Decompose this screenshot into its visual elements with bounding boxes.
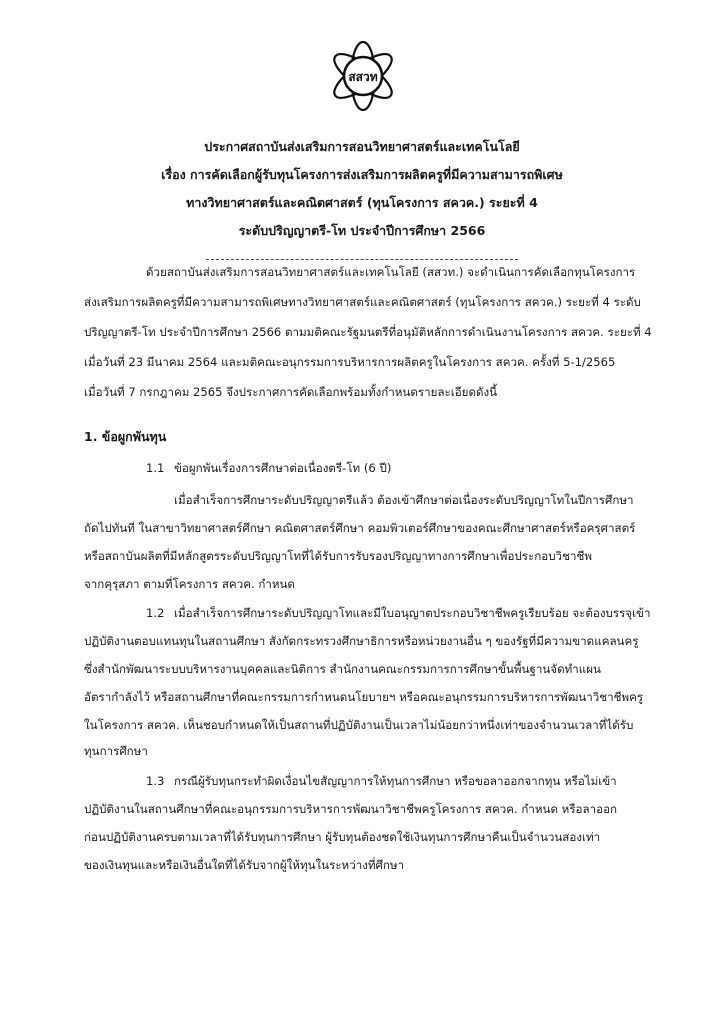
item-number: 1.3 (146, 774, 165, 788)
paragraph-line: ก่อนปฏิบัติงานครบตามเวลาที่ได้รับทุนการศึกษา ผู้รับทุนต้องชดใช้เงินทุนการศึกษาคืนเป็นจำนวนสองเท่า (84, 830, 601, 844)
paragraph-line: ปฏิบัติงานตอบแทนทุนในสถานศึกษา สังกัดกระทรวงศึกษาธิการหรือหน่วยงานอื่น ๆ ของรัฐที่มีความขาดแคลนครู (84, 634, 639, 648)
ipst-logo (325, 38, 401, 114)
title-line-4: ระดับปริญญาตรี-โท ประจำปีการศึกษา 2566 (238, 223, 486, 238)
intro-line: ปริญญาตรี-โท ประจำปีการศึกษา 2566 ตามมติคณะรัฐมนตรีที่อนุมัติหลักการดำเนินงานโครงการ สควค. ระยะที่ 4 (84, 325, 652, 339)
title-separator (206, 259, 518, 260)
intro-line: ด้วยสถาบันส่งเสริมการสอนวิทยาศาสตร์และเทคโนโลยี (สสวท.) จะดำเนินการคัดเลือกทุนโครงการ (146, 265, 636, 279)
item-title: ข้อผูกพันเรื่องการศึกษาต่อเนื่องตรี-โท (6 ปี) (174, 461, 392, 475)
title-line-1: ประกาศสถาบันส่งเสริมการสอนวิทยาศาสตร์และเทคโนโลยี (204, 139, 520, 154)
paragraph-line: ซึ่งสำนักพัฒนาระบบบริหารงานบุคคลและนิติการ สำนักงานคณะกรรมการการศึกษาขั้นพื้นฐานจัดทำแผน (84, 662, 601, 676)
paragraph-line: กรณีผู้รับทุนกระทำผิดเงื่อนไขสัญญาการให้ทุนการศึกษา หรือขอลาออกจากทุน หรือไม่เข้า (174, 774, 617, 788)
intro-line: เมื่อวันที่ 23 มีนาคม 2564 และมติคณะอนุกรรมการบริหารการผลิตครูในโครงการ สควค. ครั้งที่ 5-1/2565 (84, 355, 616, 369)
logo-text: สสวท (348, 70, 378, 84)
title-line-2: เรื่อง การคัดเลือกผู้รับทุนโครงการส่งเสริมการผลิตครูที่มีความสามารถพิเศษ (161, 167, 563, 182)
paragraph-line: เมื่อสำเร็จการศึกษาระดับปริญญาโทและมีใบอนุญาตประกอบวิชาชีพครูเรียบร้อย จะต้องบรรจุเข้า (174, 606, 651, 620)
item-number: 1.1 (146, 461, 165, 475)
paragraph-line: ของเงินทุนและหรือเงินอื่นใดที่ได้รับจากผู้ให้ทุนในระหว่างที่ศึกษา (84, 858, 405, 872)
paragraph-line: อัตรากำลังไว้ หรือสถานศึกษาที่คณะกรรมการกำหนดนโยบายฯ หรือคณะอนุกรรมการบริหารการพัฒนาวิชาชีพครู (84, 690, 644, 704)
section-heading: 1. ข้อผูกพันทุน (84, 429, 167, 444)
paragraph-line: ปฏิบัติงานในสถานศึกษาที่คณะอนุกรรมการบริหารการพัฒนาวิชาชีพครูโครงการ สควค. กำหนด หรือลาออก (84, 802, 618, 816)
intro-line: เมื่อวันที่ 7 กรกฎาคม 2565 จึงประกาศการคัดเลือกพร้อมทั้งกำหนดรายละเอียดดังนี้ (84, 385, 498, 399)
paragraph-line: เมื่อสำเร็จการศึกษาระดับปริญญาตรีแล้ว ต้องเข้าศึกษาต่อเนื่องระดับปริญญาโทในปีการศึกษา (174, 493, 634, 507)
intro-line: ส่งเสริมการผลิตครูที่มีความสามารถพิเศษทางวิทยาศาสตร์และคณิตศาสตร์ (ทุนโครงการ สควค.) ระยะที่ 4 ระดับ (84, 295, 641, 309)
title-line-3: ทางวิทยาศาสตร์และคณิตศาสตร์ (ทุนโครงการ สควค.) ระยะที่ 4 (186, 195, 538, 210)
paragraph-line: หรือสถาบันผลิตที่มีหลักสูตรระดับปริญญาโทที่ได้รับการรับรองปริญญาทางการศึกษาเพื่อประกอบวิชาชีพ (84, 549, 592, 563)
paragraph-line: จากคุรุสภา ตามที่โครงการ สควค. กำหนด (84, 577, 295, 591)
item-number: 1.2 (146, 606, 165, 620)
paragraph-line: ทุนการศึกษา (84, 744, 148, 758)
paragraph-line: ในโครงการ สควค. เห็นชอบกำหนดให้เป็นสถานที่ปฏิบัติงานเป็นเวลาไม่น้อยกว่าหนึ่งเท่าของจำนวนเวลาที่ได้รับ (84, 718, 634, 732)
paragraph-line: ถัดไปทันที ในสาขาวิทยาศาสตร์ศึกษา คณิตศาสตร์ศึกษา คอมพิวเตอร์ศึกษาของคณะศึกษาศาสตร์หรือครุศาสตร์ (84, 521, 636, 535)
